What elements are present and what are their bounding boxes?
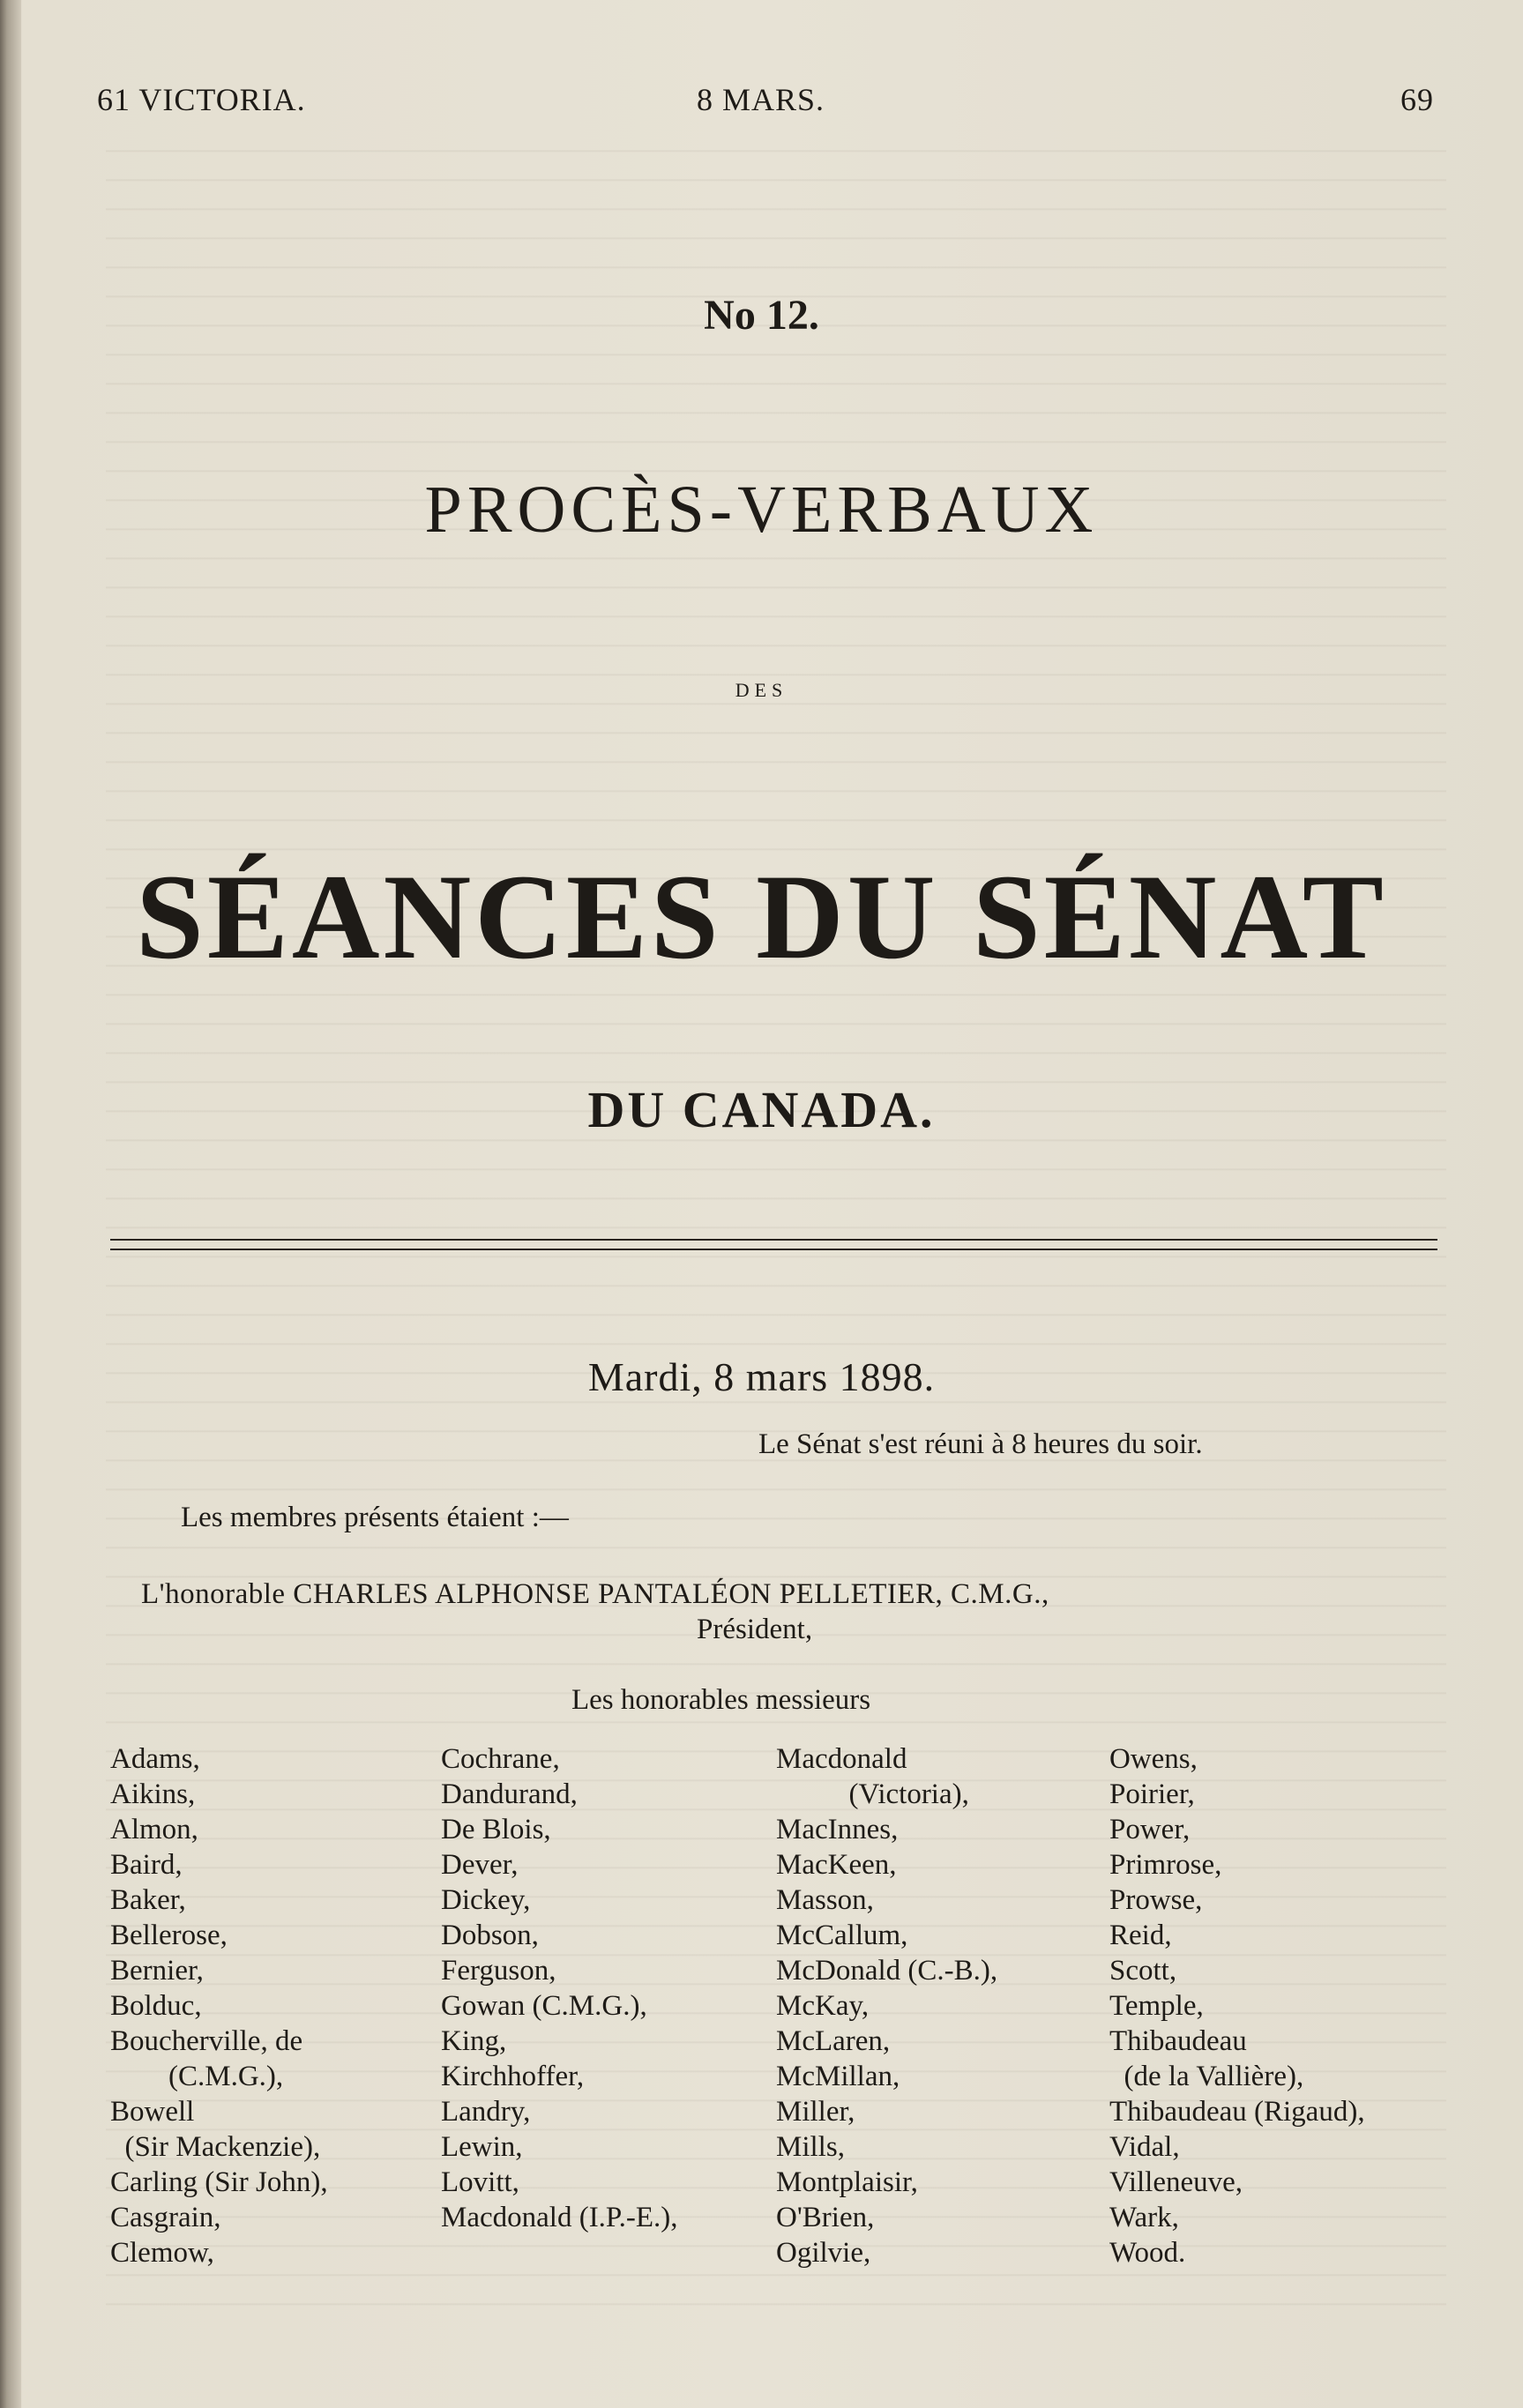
double-rule-bottom bbox=[110, 1249, 1437, 1250]
book-spine bbox=[0, 0, 21, 2408]
member-name: Thibaudeau (Rigaud), bbox=[1109, 2096, 1365, 2128]
member-name: Baker, bbox=[110, 1884, 186, 1916]
title-des: DES bbox=[735, 679, 788, 701]
session-date: Mardi, 8 mars 1898. bbox=[587, 1354, 936, 1399]
members-column-2 bbox=[441, 1741, 678, 2235]
president-line: L'honorable CHARLES ALPHONSE PANTALÉON PELLETIER, C.M.G., bbox=[141, 1578, 1049, 1610]
title-proces-verbaux: PROCÈS-VERBAUX bbox=[424, 473, 1099, 547]
member-name: Clemow, bbox=[110, 2237, 214, 2269]
running-head-left: 61 VICTORIA. bbox=[97, 82, 306, 117]
member-name: Bellerose, bbox=[110, 1920, 228, 1951]
member-name: Wood. bbox=[1109, 2237, 1186, 2269]
member-name: Montplaisir, bbox=[776, 2166, 918, 2198]
member-name: De Blois, bbox=[441, 1814, 551, 1845]
opening-statement: Le Sénat s'est réuni à 8 heures du soir. bbox=[758, 1428, 1203, 1460]
member-name: O'Brien, bbox=[776, 2202, 875, 2233]
member-name: Miller, bbox=[776, 2096, 855, 2128]
member-name: Scott, bbox=[1109, 1955, 1177, 1987]
member-name: Dobson, bbox=[441, 1920, 539, 1951]
member-name: McDonald (C.-B.), bbox=[776, 1955, 998, 1987]
member-name: Poirier, bbox=[1109, 1778, 1195, 1810]
member-name: (C.M.G.), bbox=[110, 2061, 284, 2092]
member-name: Macdonald (I.P.-E.), bbox=[441, 2202, 678, 2233]
members-column-1 bbox=[110, 1741, 328, 2270]
member-name: Dickey, bbox=[441, 1884, 531, 1916]
member-name: Villeneuve, bbox=[1109, 2166, 1243, 2198]
member-name: Aikins, bbox=[110, 1778, 196, 1810]
member-name: Ogilvie, bbox=[776, 2237, 871, 2269]
president-title: Président, bbox=[697, 1614, 813, 1645]
title-seances-du-senat: SÉANCES DU SÉNAT bbox=[136, 849, 1387, 984]
member-name: Reid, bbox=[1109, 1920, 1172, 1951]
member-name: (de la Vallière), bbox=[1109, 2061, 1304, 2092]
member-name: Carling (Sir John), bbox=[110, 2166, 328, 2198]
member-name: Dever, bbox=[441, 1849, 519, 1881]
member-name: (Victoria), bbox=[776, 1778, 969, 1810]
member-name: Owens, bbox=[1109, 1743, 1198, 1775]
member-name: MacInnes, bbox=[776, 1814, 899, 1845]
member-name: Lovitt, bbox=[441, 2166, 519, 2198]
member-name: Dandurand, bbox=[441, 1778, 578, 1810]
member-name: McCallum, bbox=[776, 1920, 908, 1951]
member-name: Temple, bbox=[1109, 1990, 1204, 2022]
member-name: Primrose, bbox=[1109, 1849, 1222, 1881]
member-name: Lewin, bbox=[441, 2131, 523, 2163]
member-name: Wark, bbox=[1109, 2202, 1179, 2233]
member-name: Cochrane, bbox=[441, 1743, 560, 1775]
member-name: Macdonald bbox=[776, 1743, 907, 1775]
member-name: King, bbox=[441, 2025, 507, 2057]
member-name: Kirchhoffer, bbox=[441, 2061, 585, 2092]
member-name: Almon, bbox=[110, 1814, 198, 1845]
member-name: Mills, bbox=[776, 2131, 845, 2163]
member-name: Baird, bbox=[110, 1849, 183, 1881]
member-name: Bernier, bbox=[110, 1955, 204, 1987]
running-head-center: 8 MARS. bbox=[697, 82, 825, 117]
member-name: Boucherville, de bbox=[110, 2025, 303, 2057]
member-name: Vidal, bbox=[1109, 2131, 1180, 2163]
member-name: Landry, bbox=[441, 2096, 531, 2128]
member-name: Prowse, bbox=[1109, 1884, 1203, 1916]
members-column-3 bbox=[776, 1741, 997, 2270]
member-name: Thibaudeau bbox=[1109, 2025, 1247, 2057]
member-name: MacKeen, bbox=[776, 1849, 897, 1881]
member-name: Ferguson, bbox=[441, 1955, 556, 1987]
document-number: No 12. bbox=[704, 292, 819, 339]
member-name: Gowan (C.M.G.), bbox=[441, 1990, 647, 2022]
member-name: Adams, bbox=[110, 1743, 200, 1775]
member-name: McMillan, bbox=[776, 2061, 900, 2092]
member-name: Bolduc, bbox=[110, 1990, 202, 2022]
member-name: Bowell bbox=[110, 2096, 195, 2128]
page-number: 69 bbox=[1400, 82, 1434, 117]
member-name: Power, bbox=[1109, 1814, 1191, 1845]
members-column-4 bbox=[1109, 1741, 1365, 2270]
member-name: McKay, bbox=[776, 1990, 870, 2022]
honorables-heading: Les honorables messieurs bbox=[571, 1684, 871, 1716]
member-name: Masson, bbox=[776, 1884, 874, 1916]
member-name: Casgrain, bbox=[110, 2202, 221, 2233]
member-name: (Sir Mackenzie), bbox=[110, 2131, 321, 2163]
title-du-canada: DU CANADA. bbox=[587, 1081, 936, 1138]
members-intro: Les membres présents étaient :— bbox=[181, 1502, 569, 1533]
member-name: McLaren, bbox=[776, 2025, 891, 2057]
double-rule-top bbox=[110, 1239, 1437, 1241]
